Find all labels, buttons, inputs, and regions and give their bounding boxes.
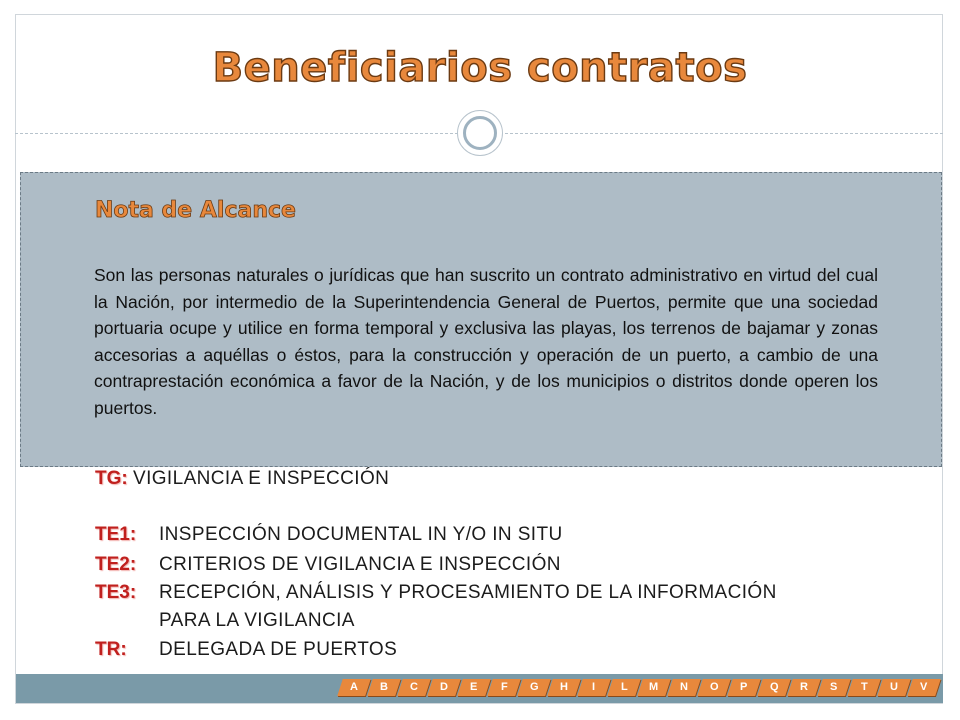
- alphabet-link-g[interactable]: G: [517, 679, 551, 696]
- page-title: Beneficiarios contratos: [212, 45, 748, 91]
- term-te3: [95, 582, 777, 604]
- alphabet-link-f[interactable]: F: [487, 679, 521, 696]
- term-te2-label: TE2:: [95, 554, 137, 575]
- scope-note-title: Nota de Alcance: [95, 198, 296, 223]
- alphabet-link-t[interactable]: T: [847, 679, 881, 696]
- term-te1: [95, 524, 563, 546]
- alphabet-link-n[interactable]: N: [667, 679, 701, 696]
- alphabet-link-q[interactable]: Q: [757, 679, 791, 696]
- alphabet-link-u[interactable]: U: [877, 679, 911, 696]
- term-te3-continuation: [159, 610, 355, 632]
- alphabet-link-v[interactable]: V: [907, 679, 941, 696]
- term-te3-label: TE3:: [95, 582, 137, 603]
- alphabet-link-b[interactable]: B: [367, 679, 401, 696]
- ring-ornament-icon: [457, 110, 503, 156]
- term-te3-value: RECEPCIÓN, ANÁLISIS Y PROCESAMIENTO DE LA INFORMACIÓN: [159, 582, 777, 603]
- term-tr: [95, 639, 398, 661]
- term-te2: [95, 554, 561, 576]
- term-te2-value: CRITERIOS DE VIGILANCIA E INSPECCIÓN: [159, 554, 561, 575]
- alphabet-link-o[interactable]: O: [697, 679, 731, 696]
- alphabet-link-p[interactable]: P: [727, 679, 761, 696]
- alphabet-link-h[interactable]: H: [547, 679, 581, 696]
- alphabet-link-c[interactable]: C: [397, 679, 431, 696]
- term-tr-label: TR:: [95, 639, 127, 660]
- alphabet-link-m[interactable]: M: [637, 679, 671, 696]
- term-te1-value: INSPECCIÓN DOCUMENTAL IN Y/O IN SITU: [159, 524, 563, 545]
- alphabet-link-a[interactable]: A: [337, 679, 371, 696]
- alphabet-link-l[interactable]: L: [607, 679, 641, 696]
- term-tr-value: DELEGADA DE PUERTOS: [159, 639, 398, 660]
- term-tg-value: VIGILANCIA E INSPECCIÓN: [133, 468, 390, 489]
- term-te3-value-line2: PARA LA VIGILANCIA: [159, 610, 355, 631]
- term-tg: [95, 468, 389, 490]
- alphabet-link-d[interactable]: D: [427, 679, 461, 696]
- alphabet-link-e[interactable]: E: [457, 679, 491, 696]
- alphabet-link-r[interactable]: R: [787, 679, 821, 696]
- scope-note-text: Son las personas naturales o jurídicas que han suscrito un contrato administrativo en virtud del cual la Nación, por intermedio de la Superintendencia General de Puertos, permite que una sociedad portuaria ocupe y utilice en forma temporal y exclusiva las playas, los terrenos de bajamar y zonas accesorias a aquéllas o éstos, para la construcción y operación de un puerto, a cambio de una contraprestación económica a favor de la Nación, y de los municipios o distritos donde operen los puertos.: [94, 265, 878, 418]
- alphabet-link-s[interactable]: S: [817, 679, 851, 696]
- term-tg-label: TG:: [95, 468, 128, 489]
- alphabet-link-i[interactable]: I: [577, 679, 611, 696]
- alphabet-nav: [340, 679, 938, 696]
- term-te1-label: TE1:: [95, 524, 137, 545]
